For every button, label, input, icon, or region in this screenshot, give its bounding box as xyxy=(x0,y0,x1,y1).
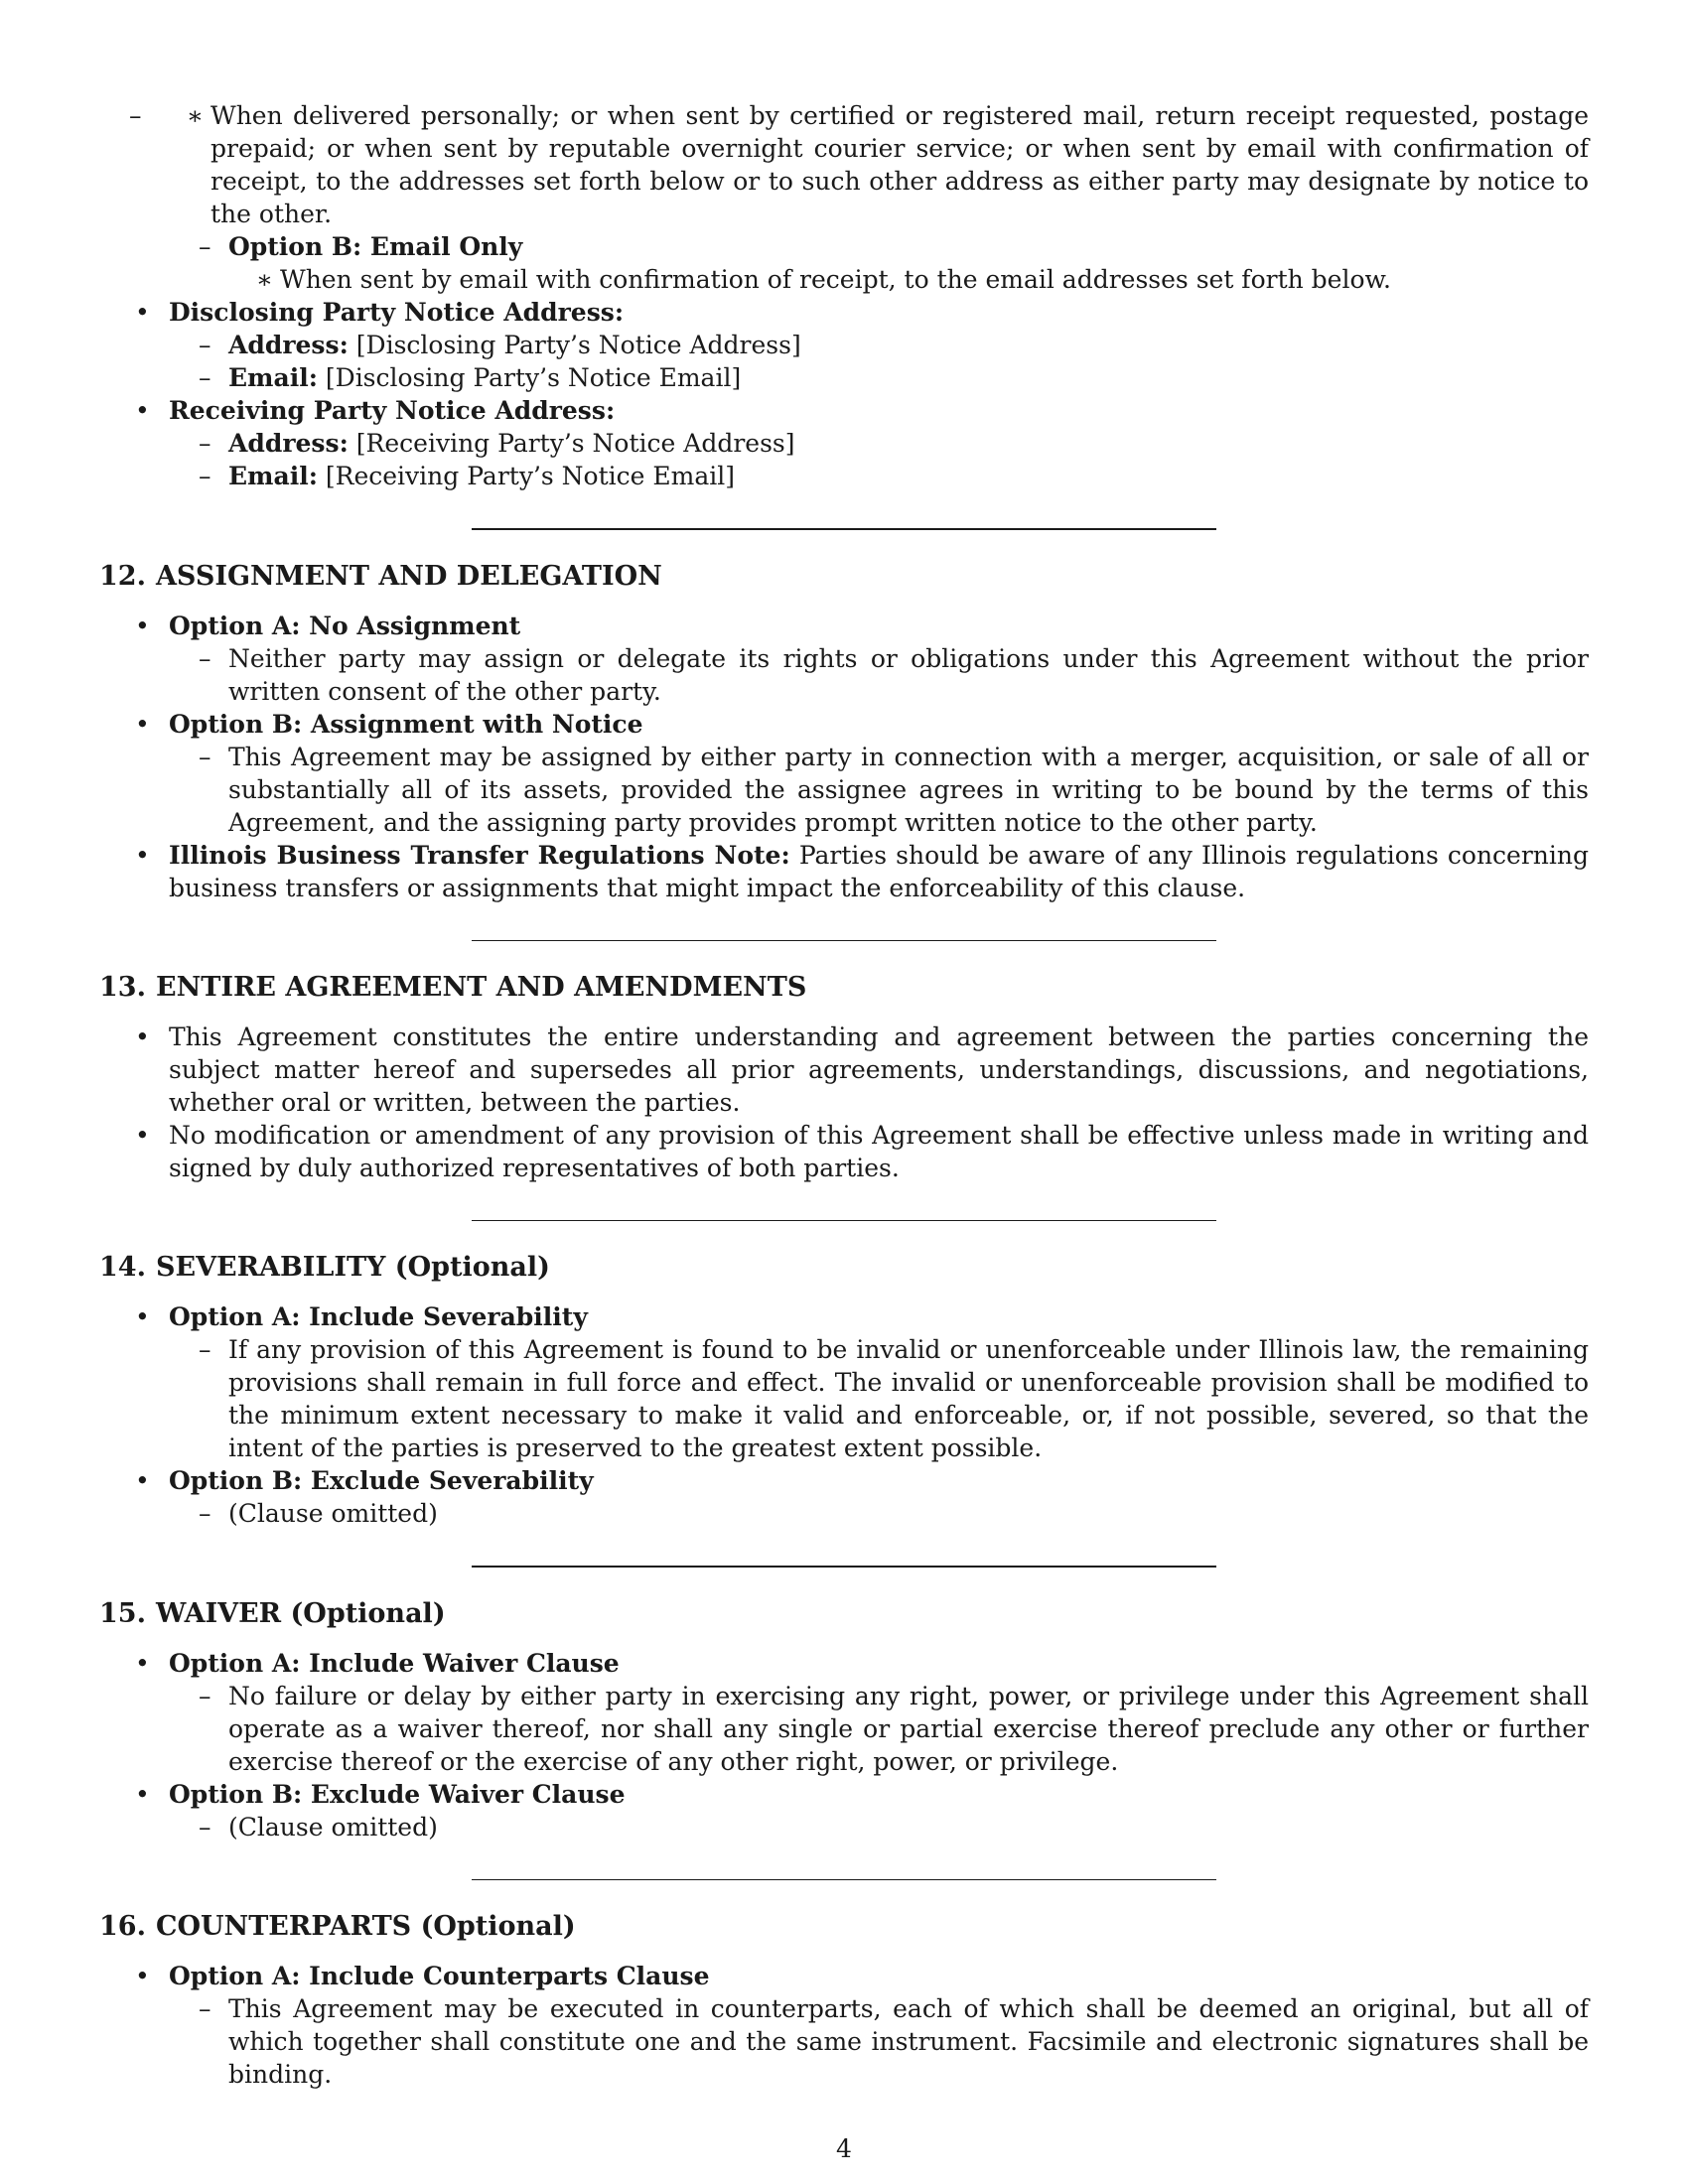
section-12-heading: 12. ASSIGNMENT AND DELEGATION xyxy=(99,561,662,592)
s14-option-b-text: – (Clause omitted) xyxy=(169,1497,1589,1530)
section-14-heading: 14. SEVERABILITY (Optional) xyxy=(99,1252,550,1283)
page-number: 4 xyxy=(836,2134,852,2163)
section-12-list xyxy=(99,610,1589,904)
section-16-list xyxy=(99,1960,1589,2091)
s15-option-a: • Option A: Include Waiver Clause – No failure or delay by either party in exercising any right, power, or privilege under this Agreement shall operate as a waiver thereof, nor shall any single or partial exercise thereof preclude any other or further exercise thereof or the exercise of any other right, power, or privilege. xyxy=(99,1647,1589,1778)
s12-option-a-text: – Neither party may assign or delegate its rights or obligations under this Agreement without the prior written consent of the other party. xyxy=(169,642,1589,708)
section-15-list xyxy=(99,1647,1589,1843)
s12-option-b-text: – This Agreement may be assigned by either party in connection with a merger, acquisition, or sale of all or substantially all of its assets, provided the assignee agrees in writing to be bound by the terms of this Agreement, and the assigning party provides prompt written notice to the other party. xyxy=(169,741,1589,839)
section-16-heading: 16. COUNTERPARTS (Optional) xyxy=(99,1911,576,1942)
s16-option-a: • Option A: Include Counterparts Clause – This Agreement may be executed in counterparts, each of which shall be deemed an original, but all of which together shall constitute one and the same instrument. Facsimile and electronic signatures shall be binding. xyxy=(99,1960,1589,2091)
s16-option-a-text: – This Agreement may be executed in counterparts, each of which shall be deemed an original, but all of which together shall constitute one and the same instrument. Facsimile and electronic signatures shall be binding. xyxy=(169,1992,1589,2091)
s14-option-a-text: – If any provision of this Agreement is found to be invalid or unenforceable under Illinois law, the remaining provisions shall remain in full force and effect. The invalid or unenforceable provision shall be modified to the minimum extent necessary to make it valid and enforceable, or, if not possible, severed, so that the intent of the parties is preserved to the greatest extent possible. xyxy=(169,1333,1589,1464)
receiving-email-line: – Email: [Receiving Party’s Notice Email] xyxy=(169,460,1589,492)
disclosing-email-line: – Email: [Disclosing Party’s Notice Email] xyxy=(169,361,1589,394)
s13-item-2: • No modification or amendment of any provision of this Agreement shall be effective unless made in writing and signed by duly authorized representatives of both parties. xyxy=(99,1119,1589,1184)
notice-option-b-wrapper xyxy=(99,230,1589,296)
s15-option-b-text: – (Clause omitted) xyxy=(169,1811,1589,1843)
section-15-heading: 15. WAIVER (Optional) xyxy=(99,1598,446,1629)
section-divider xyxy=(472,528,1216,530)
disclosing-address-line: – Address: [Disclosing Party’s Notice Address] xyxy=(169,329,1589,361)
disclosing-email-value: [Disclosing Party’s Notice Email] xyxy=(325,363,742,392)
notice-method-a-text: ∗ – When delivered personally; or when sent by certified or registered mail, return receipt requested, postage prepaid; or when sent by reputable overnight courier service; or when sent by email with confirmation of receipt, to the addresses set forth below or to such other address as either party may designate by notice to the other. xyxy=(159,99,1589,230)
disclosing-address-value: [Disclosing Party’s Notice Address] xyxy=(355,331,801,359)
notice-methods-list xyxy=(99,99,1589,230)
s12-option-a: • Option A: No Assignment – Neither party may assign or delegate its rights or obligations under this Agreement without the prior written consent of the other party. xyxy=(99,610,1589,708)
section-13-list xyxy=(99,1021,1589,1184)
notice-option-b-text: ∗ When sent by email with confirmation of receipt, to the email addresses set forth below. xyxy=(228,263,1589,296)
receiving-address-line: – Address: [Receiving Party’s Notice Address] xyxy=(169,427,1589,460)
section-13-heading: 13. ENTIRE AGREEMENT AND AMENDMENTS xyxy=(99,972,807,1003)
disclosing-party-notice xyxy=(99,296,1589,394)
section-divider xyxy=(472,1566,1216,1568)
notice-option-b-label: Option B: Email Only xyxy=(228,232,523,261)
section-14-list xyxy=(99,1300,1589,1530)
s15-option-b: • Option B: Exclude Waiver Clause – (Clause omitted) xyxy=(99,1778,1589,1843)
document-content xyxy=(99,99,1589,2091)
notice-option-a-continued xyxy=(99,99,1589,230)
s14-option-a: • Option A: Include Severability – If any provision of this Agreement is found to be invalid or unenforceable under Illinois law, the remaining provisions shall remain in full force and effect. The invalid or unenforceable provision shall be modified to the minimum extent necessary to make it valid and enforceable, or, if not possible, severed, so that the intent of the parties is preserved to the greatest extent possible. xyxy=(99,1300,1589,1464)
receiving-address-value: [Receiving Party’s Notice Address] xyxy=(355,429,795,458)
notice-addresses-list xyxy=(99,296,1589,492)
s12-illinois-note: • Illinois Business Transfer Regulations Note: Parties should be aware of any Illinois regulations concerning business transfers or assignments that might impact the enforceability of this clause. xyxy=(99,839,1589,904)
notice-option-b-item xyxy=(99,230,1589,296)
disclosing-party-label: Disclosing Party Notice Address: xyxy=(169,298,625,327)
section-divider xyxy=(472,1220,1216,1221)
s13-item-1: • This Agreement constitutes the entire understanding and agreement between the parties concerning the subject matter hereof and supersedes all prior agreements, understandings, discussions, and negotiations, whether oral or written, between the parties. xyxy=(99,1021,1589,1119)
s12-option-b: • Option B: Assignment with Notice – This Agreement may be assigned by either party in connection with a merger, acquisition, or sale of all or substantially all of its assets, provided the assignee agrees in writing to be bound by the terms of this Agreement, and the assigning party provides prompt written notice to the other party. xyxy=(99,708,1589,839)
section-divider xyxy=(472,940,1216,941)
s15-option-a-text: – No failure or delay by either party in exercising any right, power, or privilege under this Agreement shall operate as a waiver thereof, nor shall any single or partial exercise thereof preclude any other or further exercise thereof or the exercise of any other right, power, or privilege. xyxy=(169,1680,1589,1778)
receiving-email-value: [Receiving Party’s Notice Email] xyxy=(325,462,735,490)
receiving-party-notice xyxy=(99,394,1589,492)
receiving-party-label: Receiving Party Notice Address: xyxy=(169,396,616,425)
s14-option-b: • Option B: Exclude Severability – (Clause omitted) xyxy=(99,1464,1589,1530)
section-divider xyxy=(472,1879,1216,1880)
